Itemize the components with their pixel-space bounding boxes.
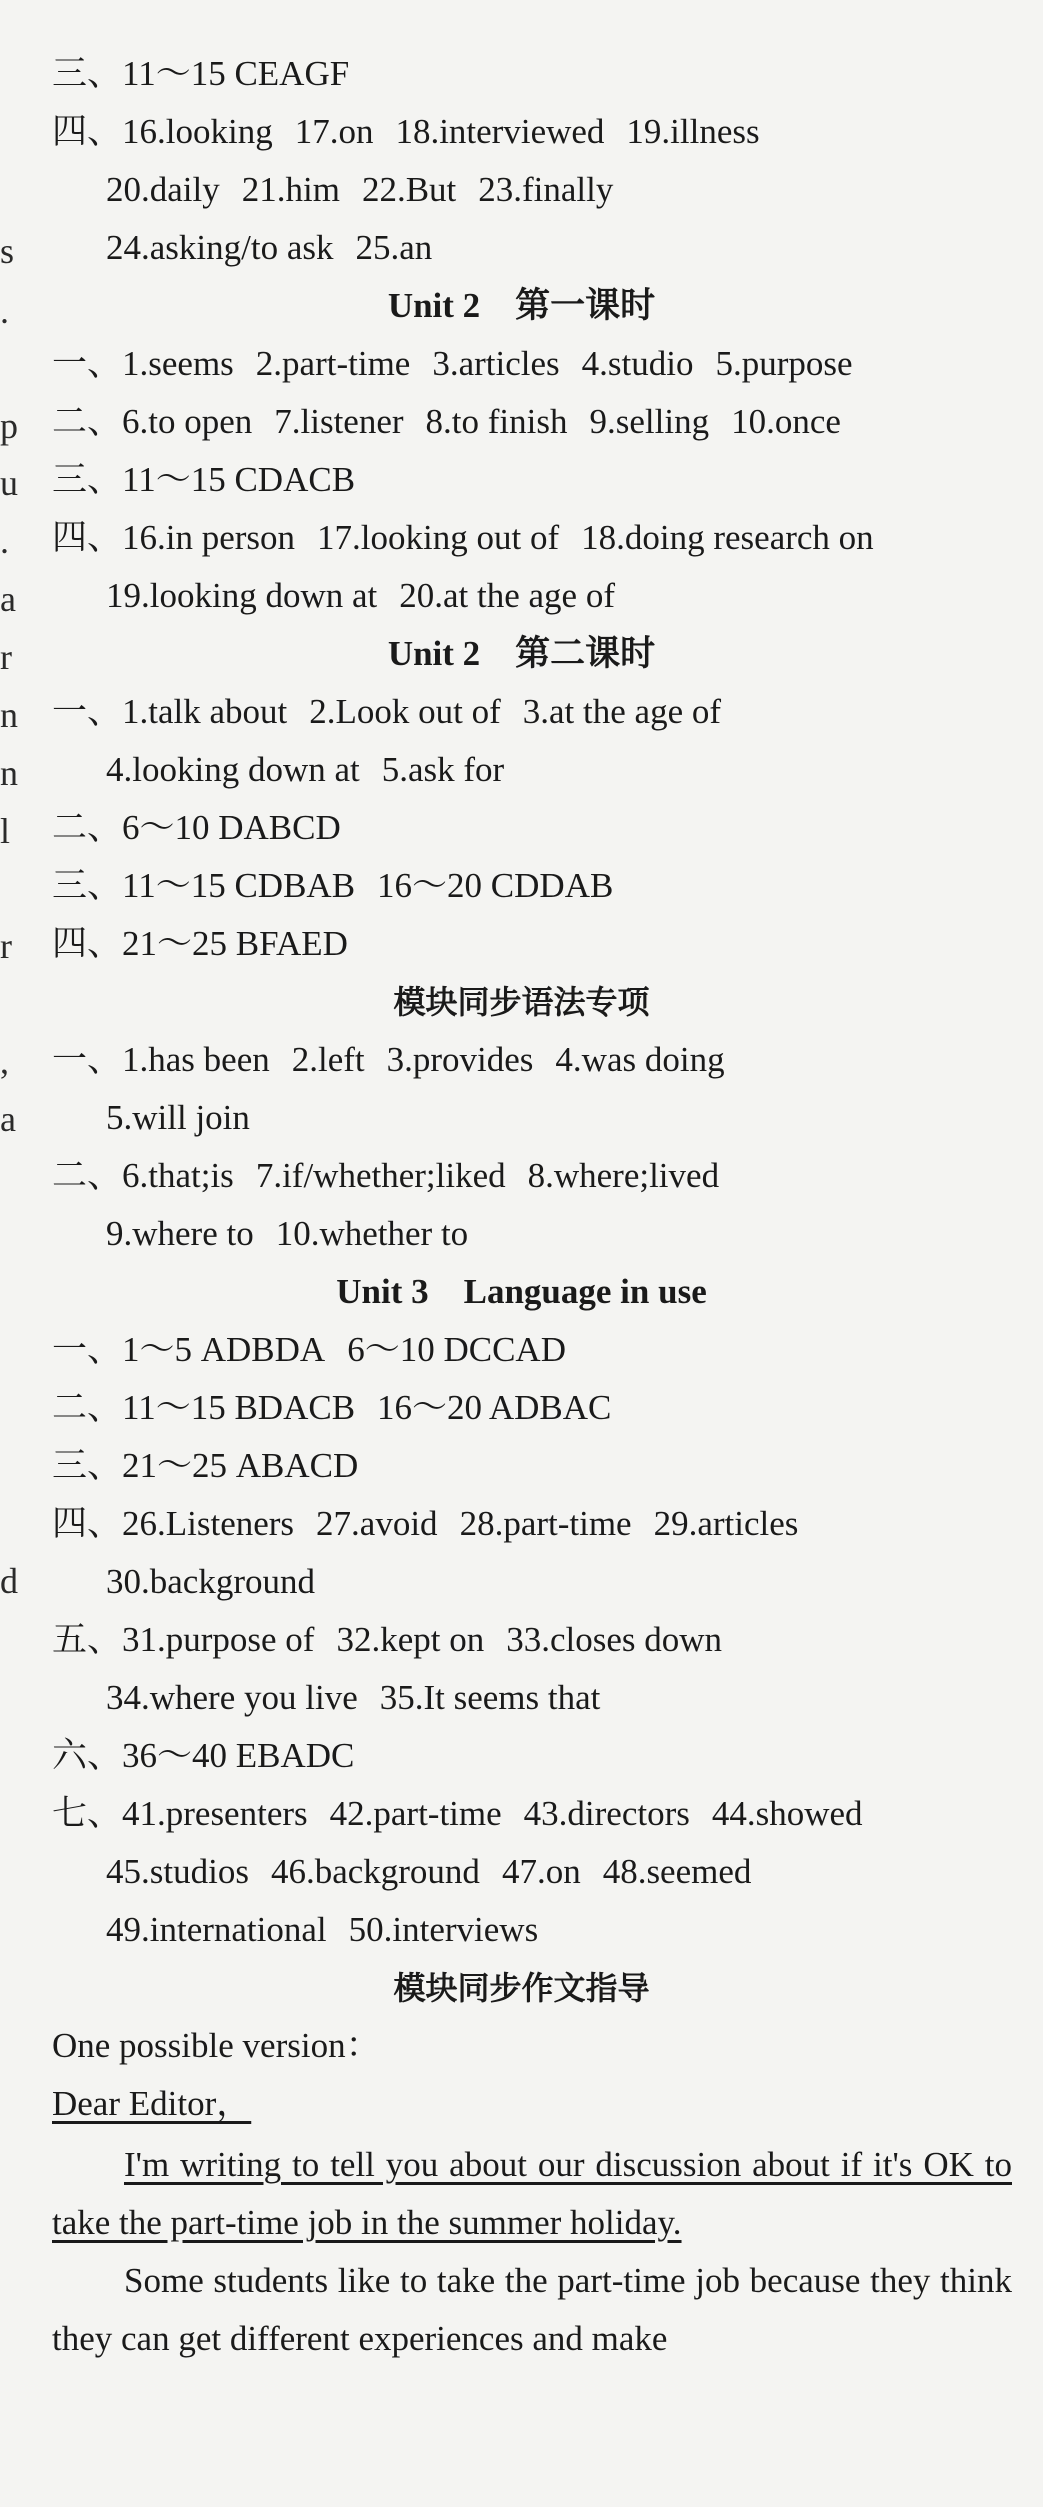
answer-line: 六、36～40 EBADC bbox=[52, 1736, 355, 1775]
answer-line: 34.where you live 35.It seems that bbox=[106, 1678, 601, 1717]
answer-line: 20.daily 21.him 22.But 23.finally bbox=[106, 170, 614, 209]
answer-line: 49.international 50.interviews bbox=[106, 1910, 539, 1949]
edge-letter: n bbox=[0, 753, 18, 793]
answer-line: 三、11～15 CDACB bbox=[52, 460, 356, 499]
section-heading: Unit 2 第一课时 bbox=[387, 286, 656, 325]
edge-letter: l bbox=[0, 811, 11, 851]
edge-letter: n bbox=[0, 695, 18, 735]
answer-line: 二、6.that;is 7.if/whether;liked 8.where;lived bbox=[52, 1156, 720, 1195]
answer-line: 三、11～15 CEAGF bbox=[52, 54, 350, 93]
answer-line: 五、31.purpose of 32.kept on 33.closes down bbox=[52, 1620, 723, 1659]
salutation: Dear Editor， bbox=[52, 2084, 252, 2123]
answer-line: 四、16.looking 17.on 18.interviewed 19.illness bbox=[52, 112, 760, 151]
answer-line: 一、1.seems 2.part-time 3.articles 4.studio 5.purpose bbox=[52, 344, 853, 383]
answer-line: 三、11～15 CDBAB 16～20 CDDAB bbox=[52, 866, 614, 905]
answer-line: 七、41.presenters 42.part-time 43.directors 44.showed bbox=[52, 1794, 863, 1833]
edge-letter: d bbox=[0, 1561, 18, 1601]
answer-line: 9.where to 10.whether to bbox=[106, 1214, 469, 1253]
edge-letter: a bbox=[0, 579, 16, 619]
section-heading: Unit 3 Language in use bbox=[336, 1272, 707, 1311]
answer-line: 四、16.in person 17.looking out of 18.doing research on bbox=[52, 518, 874, 557]
answer-line: 二、6～10 DABCD bbox=[52, 808, 341, 847]
answer-line: 4.looking down at 5.ask for bbox=[106, 750, 505, 789]
edge-letter: s bbox=[0, 231, 15, 271]
edge-letter: r bbox=[0, 637, 12, 677]
answer-line: 一、1.has been 2.left 3.provides 4.was doing bbox=[52, 1040, 725, 1079]
answer-line: 二、11～15 BDACB 16～20 ADBAC bbox=[52, 1388, 612, 1427]
answer-line: One possible version： bbox=[52, 2026, 381, 2065]
section-heading: Unit 2 第二课时 bbox=[387, 634, 656, 673]
essay-paragraph: I'm writing to tell you about our discussion about if it's OK to take the part-time job in the summer holiday. bbox=[52, 2145, 1012, 2242]
edge-letter: , bbox=[0, 1041, 9, 1081]
section-heading: 模块同步语法专项 bbox=[393, 983, 650, 1021]
edge-letter: . bbox=[0, 521, 9, 561]
edge-letter: r bbox=[0, 926, 12, 966]
essay-paragraph: Some students like to take the part-time job because they think they can get different experiences and make bbox=[52, 2261, 1012, 2358]
answer-line: 四、26.Listeners 27.avoid 28.part-time 29.articles bbox=[52, 1504, 799, 1543]
answer-line: 24.asking/to ask 25.an bbox=[106, 228, 433, 267]
answer-line: 30.background bbox=[106, 1562, 315, 1601]
answer-line: 45.studios 46.background 47.on 48.seemed bbox=[106, 1852, 752, 1891]
answer-line: 一、1～5 ADBDA 6～10 DCCAD bbox=[52, 1330, 566, 1369]
answer-line: 19.looking down at 20.at the age of bbox=[106, 576, 615, 615]
answer-line: 三、21～25 ABACD bbox=[52, 1446, 359, 1485]
answer-line: 二、6.to open 7.listener 8.to finish 9.selling 10.once bbox=[52, 402, 841, 441]
edge-letter: u bbox=[0, 463, 18, 503]
answer-line: 5.will join bbox=[106, 1098, 250, 1137]
answer-line: 一、1.talk about 2.Look out of 3.at the age of bbox=[52, 692, 722, 731]
section-heading: 模块同步作文指导 bbox=[393, 1969, 650, 2007]
edge-letter: . bbox=[0, 291, 9, 331]
edge-letter: p bbox=[0, 406, 18, 446]
answer-line: 四、21～25 BFAED bbox=[52, 924, 348, 963]
edge-letter: a bbox=[0, 1099, 16, 1139]
